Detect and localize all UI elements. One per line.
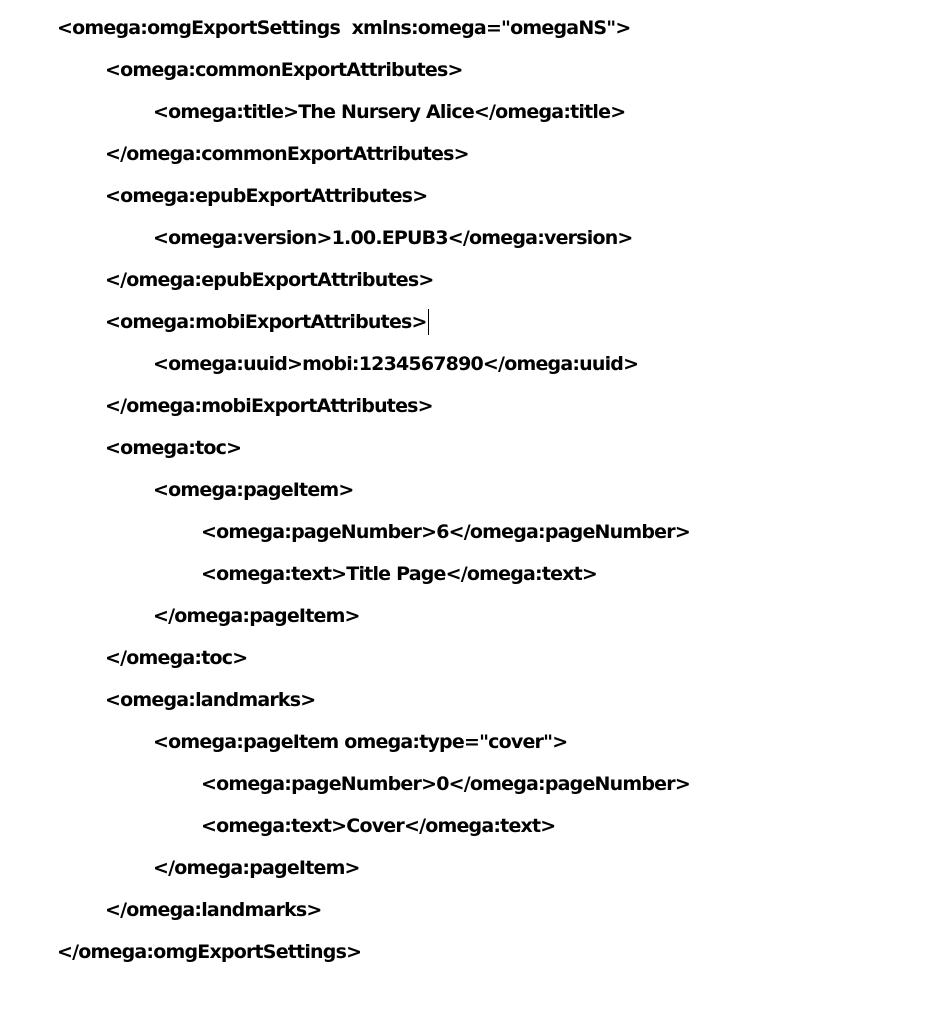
xml-line-landmarks-text[interactable]: <omega:text>Cover</omega:text> xyxy=(201,815,556,837)
xml-line-landmarks-pageitem-open[interactable]: <omega:pageItem omega:type="cover"> xyxy=(153,731,568,753)
xml-line-toc-close[interactable]: </omega:toc> xyxy=(105,647,248,669)
xml-line-toc-pageitem-close[interactable]: </omega:pageItem> xyxy=(153,605,360,627)
xml-line-landmarks-open[interactable]: <omega:landmarks> xyxy=(105,689,316,711)
xml-line-landmarks-close[interactable]: </omega:landmarks> xyxy=(105,899,322,921)
xml-line-toc-pageitem-open[interactable]: <omega:pageItem> xyxy=(153,479,354,501)
xml-line-uuid[interactable]: <omega:uuid>mobi:1234567890</omega:uuid> xyxy=(153,353,639,375)
xml-line-landmarks-pagenumber[interactable]: <omega:pageNumber>0</omega:pageNumber> xyxy=(201,773,690,795)
xml-line-toc-text[interactable]: <omega:text>Title Page</omega:text> xyxy=(201,563,598,585)
xml-line-mobi-attributes-open[interactable]: <omega:mobiExportAttributes> xyxy=(105,311,427,333)
xml-line-common-attributes-open[interactable]: <omega:commonExportAttributes> xyxy=(105,59,463,81)
xml-line-title[interactable]: <omega:title>The Nursery Alice</omega:title> xyxy=(153,101,626,123)
xml-line-version[interactable]: <omega:version>1.00.EPUB3</omega:version> xyxy=(153,227,633,249)
xml-line-epub-attributes-close[interactable]: </omega:epubExportAttributes> xyxy=(105,269,434,291)
xml-line-mobi-attributes-close[interactable]: </omega:mobiExportAttributes> xyxy=(105,395,433,417)
xml-line-root-open[interactable]: <omega:omgExportSettings xmlns:omega="omegaNS"> xyxy=(57,17,631,39)
xml-line-landmarks-pageitem-close[interactable]: </omega:pageItem> xyxy=(153,857,360,879)
xml-line-toc-open[interactable]: <omega:toc> xyxy=(105,437,242,459)
xml-line-epub-attributes-open[interactable]: <omega:epubExportAttributes> xyxy=(105,185,428,207)
xml-line-root-close[interactable]: </omega:omgExportSettings> xyxy=(57,941,362,963)
xml-line-common-attributes-close[interactable]: </omega:commonExportAttributes> xyxy=(105,143,469,165)
xml-line-toc-pagenumber[interactable]: <omega:pageNumber>6</omega:pageNumber> xyxy=(201,521,690,543)
text-cursor xyxy=(428,309,429,335)
